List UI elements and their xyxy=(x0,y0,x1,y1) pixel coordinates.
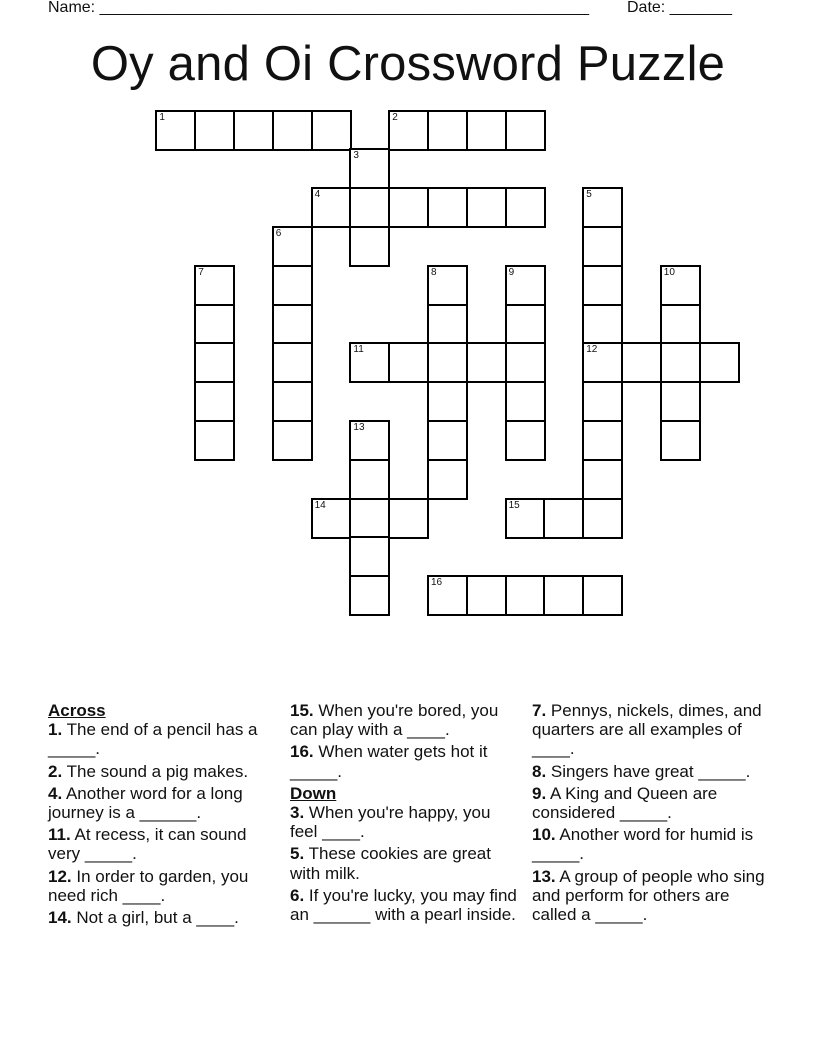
clue-number: 5. xyxy=(290,844,305,864)
crossword-cell[interactable] xyxy=(582,381,623,422)
crossword-cell[interactable] xyxy=(233,110,274,151)
clues-column-3 xyxy=(532,701,768,927)
clue-text: Another word for a long journey is a ______. xyxy=(48,783,243,823)
crossword-cell[interactable] xyxy=(349,148,390,189)
clue-number: 15. xyxy=(290,701,314,720)
crossword-cell[interactable] xyxy=(194,304,235,345)
crossword-cell[interactable] xyxy=(194,342,235,383)
clue-text: Another word for humid is _____. xyxy=(532,825,754,864)
clues-column-2 xyxy=(290,701,522,927)
clue-number: 9. xyxy=(532,783,547,803)
clue-text: Singers have great _____. xyxy=(546,761,751,781)
cell-number: 3 xyxy=(353,150,359,162)
clue-text: A group of people who sing and perform for others are called a _____. xyxy=(532,866,765,925)
crossword-cell[interactable] xyxy=(427,304,468,345)
crossword-cell[interactable] xyxy=(505,265,546,306)
crossword-cell[interactable] xyxy=(582,187,623,228)
clue-text: These cookies are great with milk. xyxy=(290,844,491,883)
crossword-cell[interactable] xyxy=(543,498,584,539)
crossword-cell[interactable] xyxy=(505,420,546,461)
crossword-cell[interactable] xyxy=(699,342,740,383)
clue-down-10 xyxy=(532,825,768,863)
clue-number: 13. xyxy=(532,866,556,886)
clue-down-9 xyxy=(532,784,768,822)
clue-across-11 xyxy=(48,825,278,863)
crossword-cell[interactable] xyxy=(505,575,546,616)
crossword-cell[interactable] xyxy=(311,498,352,539)
cell-number: 7 xyxy=(198,266,204,278)
date-line: Date: _______ xyxy=(627,0,732,16)
cell-number: 8 xyxy=(431,266,437,278)
cell-number: 1 xyxy=(159,111,165,123)
clue-across-2 xyxy=(48,762,278,781)
crossword-cell[interactable] xyxy=(582,420,623,461)
crossword-cell[interactable] xyxy=(349,420,390,461)
clue-number: 2. xyxy=(48,761,63,781)
crossword-cell[interactable] xyxy=(272,342,313,383)
crossword-cell[interactable] xyxy=(194,420,235,461)
crossword-cell[interactable] xyxy=(272,265,313,306)
clue-text: The end of a pencil has a _____. xyxy=(48,720,258,759)
clue-across-15 xyxy=(290,701,522,739)
cell-number: 16 xyxy=(431,577,443,589)
crossword-cell[interactable] xyxy=(194,265,235,306)
crossword-cell[interactable] xyxy=(505,110,546,151)
clue-down-3 xyxy=(290,803,522,841)
clue-number: 7. xyxy=(532,701,547,720)
cell-number: 6 xyxy=(275,228,282,239)
clue-number: 11. xyxy=(48,825,71,845)
crossword-cell[interactable] xyxy=(582,226,623,267)
name-line: Name: _______________________________________________________ xyxy=(48,0,589,16)
crossword-cell[interactable] xyxy=(349,498,390,539)
crossword-cell[interactable] xyxy=(466,575,507,616)
clue-text: A King and Queen are considered _____. xyxy=(532,783,718,823)
cell-number: 15 xyxy=(508,499,520,511)
clue-across-14 xyxy=(48,908,278,927)
crossword-cell[interactable] xyxy=(427,110,468,151)
clue-across-4 xyxy=(48,784,278,822)
crossword-cell[interactable] xyxy=(582,575,623,616)
clue-text: When you're bored, you can play with a ____. xyxy=(290,701,499,740)
cell-number: 10 xyxy=(663,266,675,278)
crossword-cell[interactable] xyxy=(349,187,390,228)
crossword-cell[interactable] xyxy=(272,420,313,461)
crossword-cell[interactable] xyxy=(427,420,468,461)
across-heading: Across xyxy=(48,701,106,720)
clue-number: 1. xyxy=(48,720,63,740)
clue-number: 6. xyxy=(290,885,305,905)
crossword-cell[interactable] xyxy=(505,304,546,345)
crossword-cell[interactable] xyxy=(272,226,313,267)
clue-number: 8. xyxy=(532,761,547,781)
crossword-cell[interactable] xyxy=(388,187,429,228)
crossword-cell[interactable] xyxy=(660,304,701,345)
crossword-cell[interactable] xyxy=(388,110,429,151)
crossword-cell[interactable] xyxy=(582,498,623,539)
crossword-cell[interactable] xyxy=(582,304,623,345)
crossword-cell[interactable] xyxy=(505,498,546,539)
clue-across-1 xyxy=(48,720,278,758)
clue-text: When water gets hot it _____. xyxy=(290,742,488,781)
crossword-cell[interactable] xyxy=(388,498,429,539)
crossword-cell[interactable] xyxy=(388,342,429,383)
clue-number: 14. xyxy=(48,908,72,928)
crossword-cell[interactable] xyxy=(466,187,507,228)
clue-text: The sound a pig makes. xyxy=(62,761,249,781)
clue-across-12 xyxy=(48,867,278,905)
clue-number: 4. xyxy=(48,783,63,803)
crossword-cell[interactable] xyxy=(505,381,546,422)
crossword-cell[interactable] xyxy=(272,304,313,345)
clue-text: Not a girl, but a ____. xyxy=(71,908,239,928)
clue-down-7 xyxy=(532,701,768,759)
cell-number: 13 xyxy=(353,422,365,433)
crossword-cell[interactable] xyxy=(660,265,701,306)
down-heading: Down xyxy=(290,783,337,803)
crossword-cell[interactable] xyxy=(427,459,468,500)
crossword-cell[interactable] xyxy=(349,342,390,383)
clue-text: Pennys, nickels, dimes, and quarters are all examples of ____. xyxy=(532,701,762,759)
crossword-cell[interactable] xyxy=(311,187,352,228)
crossword-cell[interactable] xyxy=(466,342,507,383)
crossword-cell[interactable] xyxy=(311,110,352,151)
clue-text: In order to garden, you need rich ____. xyxy=(48,866,249,905)
crossword-cell[interactable] xyxy=(660,420,701,461)
cell-number: 14 xyxy=(314,499,326,511)
crossword-cell[interactable] xyxy=(427,265,468,306)
clues-column-1 xyxy=(48,701,278,930)
crossword-cell[interactable] xyxy=(272,110,313,151)
crossword-cell[interactable] xyxy=(660,381,701,422)
crossword-cell[interactable] xyxy=(466,110,507,151)
crossword-cell[interactable] xyxy=(194,381,235,422)
crossword-cell[interactable] xyxy=(582,265,623,306)
clue-text: At recess, it can sound very _____. xyxy=(48,825,247,864)
crossword-cell[interactable] xyxy=(349,575,390,616)
clue-number: 3. xyxy=(290,803,305,823)
crossword-cell[interactable] xyxy=(349,226,390,267)
crossword-cell[interactable] xyxy=(427,187,468,228)
clue-text: If you're lucky, you may find an ______ with a pearl inside. xyxy=(290,885,517,925)
crossword-cell[interactable] xyxy=(349,459,390,500)
clue-down-8 xyxy=(532,762,768,781)
crossword-cell[interactable] xyxy=(194,110,235,151)
crossword-cell[interactable] xyxy=(427,575,468,616)
clue-down-13 xyxy=(532,867,768,925)
clue-number: 16. xyxy=(290,742,314,762)
crossword-cell[interactable] xyxy=(427,342,468,383)
crossword-cell[interactable] xyxy=(505,342,546,383)
puzzle-title: Oy and Oi Crossword Puzzle xyxy=(90,37,726,91)
crossword-cell[interactable] xyxy=(427,381,468,422)
crossword-cell[interactable] xyxy=(349,536,390,577)
cell-number: 5 xyxy=(586,189,592,201)
crossword-cell[interactable] xyxy=(155,110,196,151)
clue-across-16 xyxy=(290,742,522,780)
clue-number: 12. xyxy=(48,866,72,886)
clue-down-5 xyxy=(290,844,522,882)
cell-number: 2 xyxy=(392,111,398,123)
clue-number: 10. xyxy=(532,825,556,845)
crossword-cell[interactable] xyxy=(543,575,584,616)
crossword-cell[interactable] xyxy=(660,342,701,383)
crossword-cell[interactable] xyxy=(582,342,623,383)
clue-text: When you're happy, you feel ____. xyxy=(290,803,491,842)
crossword-cell[interactable] xyxy=(621,342,662,383)
crossword-cell[interactable] xyxy=(272,381,313,422)
crossword-cell[interactable] xyxy=(582,459,623,500)
cell-number: 12 xyxy=(586,344,598,356)
crossword-cell[interactable] xyxy=(505,187,546,228)
cell-number: 9 xyxy=(508,266,515,278)
cell-number: 11 xyxy=(353,344,364,356)
cell-number: 4 xyxy=(314,189,321,201)
clue-down-6 xyxy=(290,886,522,924)
